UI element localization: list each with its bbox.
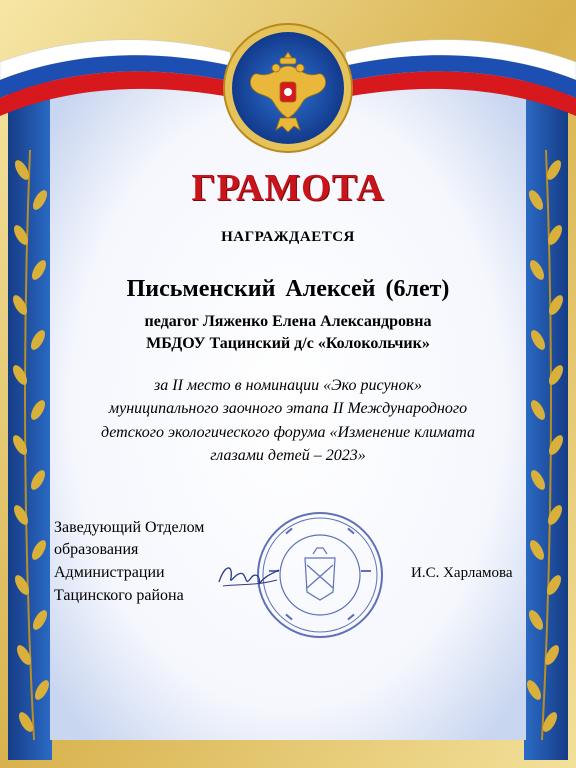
signer-position-line: Тацинского района (54, 587, 184, 604)
school-line: МБДОУ Тацинский д/с «Колокольчик» (146, 335, 430, 352)
signer-position-line: Администрации (54, 564, 165, 581)
awarded-heading: НАГРАЖДАЕТСЯ (221, 229, 355, 245)
teacher-line: педагог Ляженко Елена Александровна (144, 313, 432, 330)
award-reason-line: муниципального заочного этапа II Международного (108, 400, 468, 417)
russian-coat-of-arms-icon (222, 22, 354, 154)
award-reason-line: детского экологического форума «Изменение климата (100, 424, 476, 441)
recipient-name: Письменский Алексей (6лет) (126, 276, 450, 302)
signer-name: И.С. Харламова (411, 565, 513, 581)
award-reason-line: глазами детей – 2023» (210, 447, 366, 464)
handwritten-signature-icon (215, 556, 285, 596)
signer-position-line: Заведующий Отделом (54, 519, 205, 536)
award-reason-line: за II место в номинации «Эко рисунок» (154, 377, 422, 394)
signer-position-line: образования (54, 541, 139, 558)
certificate-title: ГРАМОТА (191, 167, 385, 209)
